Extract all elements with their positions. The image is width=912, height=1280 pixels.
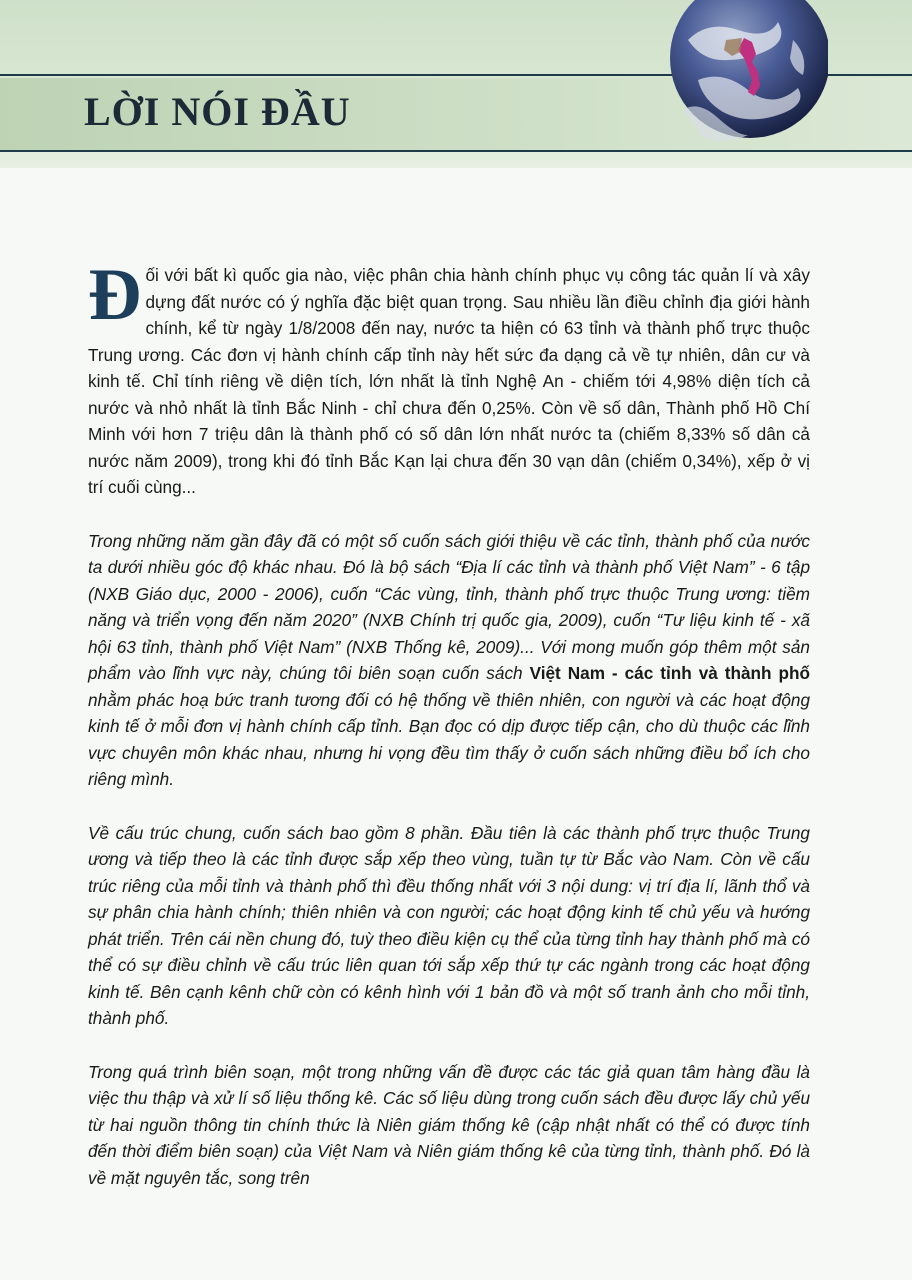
- paragraph-2-text-end: nhằm phác hoạ bức tranh tương đối có hệ thống về thiên nhiên, con người và các hoạt động kinh tế ở mỗi đơn vị hành chính cấp tỉnh. Bạn đọc có dịp được tiếp cận, cho dù thuộc các lĩnh vực chuyên môn khác nhau, nhưng hi vọng đều tìm thấy ở cuốn sách những điều bổ ích cho riêng mình.: [88, 689, 810, 789]
- preface-paragraph-2: [88, 528, 810, 793]
- preface-paragraph-3: Về cấu trúc chung, cuốn sách bao gồm 8 phần. Đầu tiên là các thành phố trực thuộc Trung ương và tiếp theo là các tỉnh được sắp xếp theo vùng, tuần tự từ Bắc vào Nam. Còn về cấu trúc riêng của mỗi tỉnh và thành phố thì đều thống nhất với 3 nội dung: vị trí địa lí, lãnh thổ và sự phân chia hành chính; thiên nhiên và con người; các hoạt động kinh tế chủ yếu và hướng phát triển. Trên cái nền chung đó, tuỳ theo điều kiện cụ thể của từng tỉnh hay thành phố mà có thể có sự điều chỉnh về cấu trúc liên quan tới sắp xếp thứ tự các ngành trong các hoạt động kinh tế. Bên cạnh kênh chữ còn có kênh hình với 1 bản đồ và một số tranh ảnh cho mỗi tỉnh, thành phố.: [88, 822, 810, 1028]
- preface-paragraph-4: Trong quá trình biên soạn, một trong những vấn đề được các tác giả quan tâm hàng đầu là việc thu thập và xử lí số liệu thống kê. Các số liệu dùng trong cuốn sách đều được lấy chủ yếu từ hai nguồn thông tin chính thức là Niên giám thống kê (cập nhật nhất có thể có được tính đến thời điểm biên soạn) của Việt Nam và Niên giám thống kê của từng tỉnh, thành phố. Đó là về mặt nguyên tắc, song trên: [88, 1061, 810, 1188]
- drop-cap: Đ: [88, 254, 142, 336]
- page-header: [0, 0, 912, 168]
- earth-globe-vietnam-icon: [668, 0, 828, 152]
- paragraph-1-text: ối với bất kì quốc gia nào, việc phân chia hành chính phục vụ công tác quản lí và xây dựng đất nước có ý nghĩa đặc biệt quan trọng. Sau nhiều lần điều chỉnh địa giới hành chính, kể từ ngày 1/8/2008 đến nay, nước ta hiện có 63 tỉnh và thành phố trực thuộc Trung ương. Các đơn vị hành chính cấp tỉnh này hết sức đa dạng cả về tự nhiên, dân cư và kinh tế. Chỉ tính riêng về diện tích, lớn nhất là tỉnh Nghệ An - chiếm tới 4,98% diện tích cả nước và nhỏ nhất là tỉnh Bắc Ninh - chỉ chưa đến 0,25%. Còn về số dân, Thành phố Hồ Chí Minh với hơn 7 triệu dân là thành phố có số dân lớn nhất nước ta (chiếm 8,33% số dân cả nước năm 2009), trong khi đó tỉnh Bắc Kạn lại chưa đến 30 vạn dân (chiếm 0,34%), xếp ở vị trí cuối cùng...: [88, 265, 810, 497]
- book-title: Việt Nam - các tỉnh và thành phố: [529, 663, 810, 683]
- preface-paragraph-1: [88, 254, 810, 501]
- preface-body: [88, 254, 810, 1218]
- paragraph-2-text-start: Trong những năm gần đây đã có một số cuốn sách giới thiệu về các tỉnh, thành phố của nước ta dưới nhiều góc độ khác nhau. Đó là bộ sách “Địa lí các tỉnh và thành phố Việt Nam” - 6 tập (NXB Giáo dục, 2000 - 2006), cuốn “Các vùng, tỉnh, thành phố trực thuộc Trung ương: tiềm năng và triển vọng đến năm 2020” (NXB Chính trị quốc gia, 2009), cuốn “Tư liệu kinh tế - xã hội 63 tỉnh, thành phố Việt Nam” (NXB Thống kê, 2009)... Với mong muốn góp thêm một sản phẩm vào lĩnh vực này, chúng tôi biên soạn cuốn sách: [88, 530, 810, 683]
- page-title: LỜI NÓI ĐẦU: [84, 89, 351, 134]
